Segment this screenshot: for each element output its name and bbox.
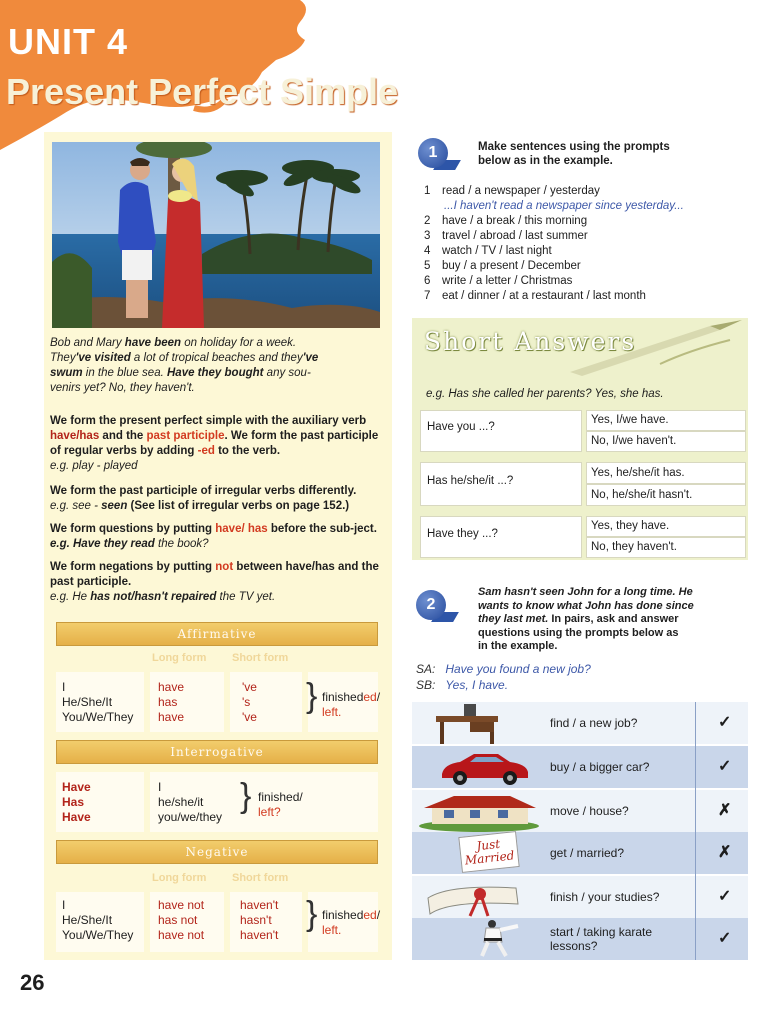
karate-icon [474, 918, 524, 958]
example-answer: ...I haven't read a newspaper since yesterday... [444, 200, 684, 212]
holiday-photo [52, 142, 380, 328]
wedding-sign-icon: Just Married [458, 831, 519, 873]
unit-label: UNIT 4 [8, 21, 129, 62]
affirmative-heading: Affirmative [56, 622, 378, 646]
page-number: 26 [20, 970, 45, 995]
dialogue-line: SB: Yes, I have. [416, 678, 509, 692]
dialogue-line: SA: Have you found a new job? [416, 662, 591, 676]
negative-heading: Negative [56, 840, 378, 864]
rule-questions: We form questions by putting have/ has before the sub-ject. e.g. Have they read the book? [50, 523, 377, 550]
interrogative-heading: Interrogative [56, 740, 378, 764]
short-answer-question: Have they ...? [420, 516, 582, 558]
negative-subjects: I He/She/It You/We/They [62, 898, 134, 942]
affirmative-short-forms: 've 's 've [242, 680, 257, 724]
negative-long-forms: have not has not have not [158, 898, 205, 942]
short-answers-title: Short Answers [424, 327, 637, 356]
short-answer-question: Have you ...? [420, 410, 582, 452]
cross-mark: ✗ [718, 802, 732, 819]
rule-irregular-participle: We form the past participle of irregular verbs differently. e.g. see - seen (See list of irregular verbs on page 152.) [50, 485, 357, 512]
prompt-text: get / married? [550, 846, 625, 860]
intro-text: Bob and Mary have been on holiday for a week. They've visited a lot of tropical beaches and they've swum in the blue sea. Have they bought any sou- venirs yet? No, they haven't. [50, 337, 319, 394]
table-divider [695, 702, 696, 960]
rule-regular-participle: We form the present perfect simple with the auxiliary verb have/has and the past participle. We form the past participle of regular verbs by adding -ed to the verb. e.g. play - played [50, 415, 379, 472]
prompt-text: move / house? [550, 804, 629, 818]
prompt-text: find / a new job? [550, 716, 638, 730]
negative-brace: } [306, 895, 318, 933]
cross-mark: ✗ [718, 844, 732, 861]
affirmative-short-form-label: Short form [232, 652, 289, 664]
interrogative-auxiliaries: Have Has Have [62, 780, 91, 824]
short-answer-yes: Yes, they have. [586, 516, 746, 537]
affirmative-brace: } [306, 677, 318, 715]
interrogative-brace: } [240, 777, 252, 815]
interrogative-verb: finished/ left? [258, 790, 303, 819]
page-title: Present Perfect Simple [6, 71, 399, 112]
diploma-icon [420, 878, 526, 918]
short-answer-question: Has he/she/it ...? [420, 462, 582, 506]
check-mark: ✓ [718, 714, 732, 731]
rule-negations: We form negations by putting not between have/has and the past participle. e.g. He has not/hasn't repaired the TV yet. [50, 561, 379, 603]
exercise-1-instruction: Make sentences using the prompts below as in the example. [478, 141, 670, 167]
short-answer-no: No, they haven't. [586, 537, 746, 558]
exercise-1-badge: 1 [418, 138, 448, 168]
negative-short-form-label: Short form [232, 872, 289, 884]
car-icon [438, 748, 532, 788]
short-answers-example: e.g. Has she called her parents? Yes, she has. [426, 388, 664, 400]
affirmative-verb: finisheded/ left. [322, 690, 381, 719]
short-answer-no: No, I/we haven't. [586, 431, 746, 452]
negative-long-form-label: Long form [152, 872, 207, 884]
exercise-2-instruction: Sam hasn't seen John for a long time. He wants to know what John has done since they last met. In pairs, ask and answer questions using the prompts below as in the example. [478, 586, 694, 652]
exercise-1-list: 1 read / a newspaper / yesterday ...I haven't read a newspaper since yesterday... 2 have / a break / this morning 3 travel / abroad / last summer 4 watch / TV / last night 5 buy / a present / December 6 write / a letter / Christmas 7 eat / dinner / at a restaurant / last month [424, 185, 684, 302]
short-answer-yes: Yes, I/we have. [586, 410, 746, 431]
affirmative-long-form-label: Long form [152, 652, 207, 664]
prompt-text: finish / your studies? [550, 890, 660, 904]
short-answer-yes: Yes, he/she/it has. [586, 462, 746, 484]
prompt-text: buy / a bigger car? [550, 760, 650, 774]
prompt-text: start / taking karate lessons? [550, 925, 653, 953]
affirmative-long-forms: have has have [158, 680, 185, 724]
exercise-2-badge: 2 [416, 590, 446, 620]
house-icon [414, 792, 544, 832]
check-mark: ✓ [718, 758, 732, 775]
table-row [412, 918, 748, 960]
negative-short-forms: haven't hasn't haven't [240, 898, 279, 942]
check-mark: ✓ [718, 888, 732, 905]
check-mark: ✓ [718, 930, 732, 947]
negative-verb: finisheded/ left. [322, 908, 381, 937]
short-answer-no: No, he/she/it hasn't. [586, 484, 746, 506]
affirmative-subjects: I He/She/It You/We/They [62, 680, 134, 724]
desk-icon [430, 702, 506, 746]
interrogative-subjects: I he/she/it you/we/they [158, 780, 223, 824]
